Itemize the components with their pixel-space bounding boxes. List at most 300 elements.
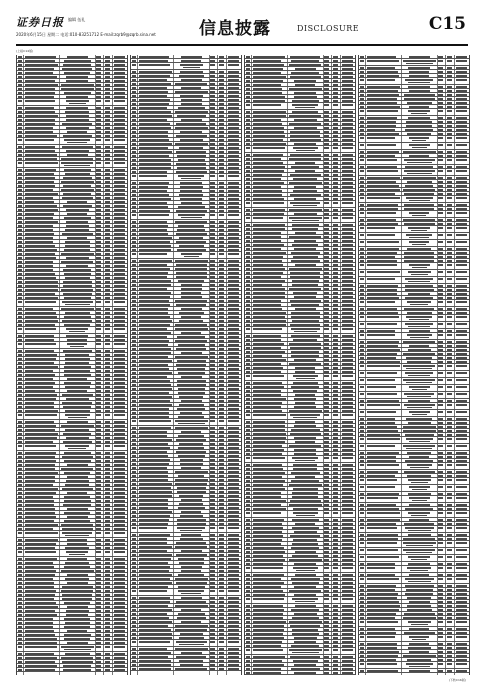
table-cell: [61, 468, 93, 470]
table-cell: [367, 605, 400, 607]
table-cell: [132, 194, 136, 196]
table-cell: [360, 312, 364, 314]
table-cell: [342, 375, 353, 377]
table-cell: [342, 178, 353, 180]
table-cell: [132, 499, 136, 501]
table-cell: [96, 253, 101, 255]
table-cell: [447, 75, 452, 77]
table-cell: [342, 209, 353, 211]
table-cell: [456, 117, 467, 119]
table-cell: [246, 328, 250, 330]
table-cell: [96, 618, 101, 620]
table-cell: [25, 201, 54, 203]
table-cell: [367, 471, 398, 473]
table-cell: [66, 225, 89, 227]
table-cell: [447, 357, 452, 359]
continued-to-label: (下转C16版): [448, 678, 466, 682]
table-cell: [246, 335, 250, 337]
table-cell: [246, 123, 250, 125]
table-cell: [438, 609, 443, 611]
table-cell: [438, 508, 443, 510]
table-cell: [438, 297, 443, 299]
table-cell: [447, 426, 452, 428]
table-cell: [176, 151, 206, 153]
table-cell: [324, 621, 329, 623]
table-cell: [25, 135, 57, 137]
table-cell: [18, 547, 22, 549]
table-cell: [438, 636, 443, 638]
table-cell: [132, 332, 136, 334]
table-cell: [246, 154, 250, 156]
table-cell: [367, 71, 398, 73]
table-cell: [132, 143, 136, 145]
table-cell: [210, 491, 215, 493]
table-cell: [181, 499, 202, 501]
table-cell: [438, 430, 443, 432]
table-cell: [253, 217, 283, 219]
table-cell: [228, 288, 239, 290]
table-cell: [179, 495, 203, 497]
table-cell: [228, 352, 239, 354]
table-cell: [456, 617, 467, 619]
table-cell: [96, 586, 101, 588]
table-cell: [18, 158, 22, 160]
table-cell: [96, 653, 101, 655]
table-cell: [438, 621, 443, 623]
table-cell: [409, 486, 430, 487]
table-cell: [408, 271, 431, 272]
table-cell: [210, 186, 215, 188]
table-cell: [360, 357, 364, 359]
table-cell: [210, 304, 215, 306]
table-cell: [289, 209, 322, 211]
table-cell: [367, 219, 396, 221]
table-cell: [447, 585, 452, 587]
table-cell: [253, 170, 284, 172]
table-cell: [105, 293, 110, 295]
table-cell: [18, 429, 22, 431]
table-cell: [333, 328, 338, 330]
table-cell: [360, 278, 364, 280]
table-cell: [289, 268, 322, 270]
table-cell: [105, 370, 110, 372]
table-cell: [63, 293, 92, 295]
table-cell: [64, 72, 90, 74]
table-cell: [367, 497, 398, 499]
table-cell: [114, 626, 125, 628]
table-cell: [18, 84, 22, 86]
table-cell: [294, 198, 316, 200]
table-cell: [210, 340, 215, 342]
table-cell: [219, 503, 224, 505]
table-cell: [289, 484, 322, 486]
table-cell: [324, 96, 329, 98]
table-cell: [210, 190, 215, 192]
table-cell: [456, 422, 467, 424]
table-cell: [447, 189, 452, 191]
table-cell: [342, 625, 353, 627]
table-cell: [105, 669, 110, 671]
table-cell: [447, 67, 452, 69]
table-cell: [105, 150, 110, 152]
table-cell: [342, 248, 353, 250]
table-cell: [96, 429, 101, 431]
table-cell: [447, 260, 452, 262]
table-cell: [25, 289, 58, 291]
table-cell: [342, 605, 353, 607]
table-cell: [25, 261, 53, 263]
table-cell: [324, 84, 329, 86]
table-cell: [179, 637, 204, 639]
table-cell: [139, 499, 168, 501]
table-cell: [342, 371, 353, 373]
table-cell: [67, 142, 87, 143]
table-cell: [360, 349, 364, 351]
table-cell: [96, 445, 101, 447]
table-cell: [253, 594, 285, 596]
table-cell: [181, 352, 202, 354]
table-cell: [25, 139, 54, 141]
table-cell: [114, 177, 125, 179]
table-cell: [253, 240, 281, 242]
table-cell: [18, 378, 22, 380]
table-cell: [360, 227, 364, 229]
table-cell: [139, 416, 169, 418]
table-cell: [333, 264, 338, 266]
table-cell: [324, 527, 329, 529]
table-cell: [409, 345, 429, 347]
table-cell: [246, 371, 250, 373]
table-cell: [132, 163, 136, 165]
table-cell: [360, 330, 364, 332]
table-cell: [210, 527, 215, 529]
table-cell: [438, 475, 443, 477]
table-cell: [210, 523, 215, 525]
table-cell: [180, 71, 203, 73]
table-cell: [175, 111, 208, 113]
table-cell: [179, 320, 203, 322]
table-cell: [324, 578, 329, 580]
table-cell: [456, 632, 467, 634]
table-cell: [132, 147, 136, 149]
table-cell: [67, 213, 87, 215]
table-cell: [210, 249, 215, 251]
table-cell: [411, 274, 428, 275]
table-cell: [114, 354, 125, 356]
table-cell: [290, 272, 320, 274]
table-cell: [246, 582, 250, 584]
table-cell: [291, 668, 320, 670]
table-cell: [246, 382, 250, 384]
table-cell: [409, 504, 430, 506]
table-cell: [96, 285, 101, 287]
table-cell: [139, 229, 167, 231]
table-cell: [342, 633, 353, 635]
table-cell: [105, 80, 110, 82]
table-cell: [342, 308, 353, 310]
table-cell: [333, 660, 338, 662]
table-cell: [176, 451, 206, 453]
table-cell: [409, 144, 430, 145]
table-cell: [456, 227, 467, 229]
table-cell: [246, 660, 250, 662]
table-cell: [25, 269, 53, 271]
table-row: [131, 589, 241, 596]
table-cell: [64, 626, 90, 628]
table-row: [359, 333, 469, 340]
table-cell: [105, 146, 110, 148]
table-cell: [228, 340, 239, 342]
table-cell: [139, 439, 172, 441]
table-cell: [342, 244, 353, 246]
table-cell: [324, 131, 329, 133]
table-row: [245, 413, 355, 420]
table-cell: [360, 613, 364, 615]
table-cell: [253, 433, 286, 435]
table-cell: [63, 177, 92, 179]
table-cell: [219, 412, 224, 414]
table-cell: [139, 95, 167, 97]
table-row: [17, 161, 127, 168]
table-cell: [25, 253, 55, 255]
table-cell: [105, 169, 110, 171]
table-cell: [407, 334, 432, 335]
table-cell: [132, 392, 136, 394]
table-cell: [210, 300, 215, 302]
table-cell: [253, 500, 286, 502]
table-cell: [228, 202, 239, 204]
table-cell: [294, 398, 316, 400]
table-cell: [105, 162, 110, 164]
table-cell: [342, 104, 353, 106]
table-cell: [210, 71, 215, 73]
table-cell: [246, 656, 250, 658]
table-cell: [456, 133, 467, 135]
table-cell: [25, 582, 54, 584]
table-cell: [447, 177, 452, 179]
table-cell: [293, 508, 318, 510]
table-cell: [447, 549, 452, 551]
table-cell: [96, 189, 101, 191]
table-cell: [360, 445, 364, 447]
table-cell: [253, 402, 282, 404]
table-cell: [246, 308, 250, 310]
table-cell: [96, 343, 101, 345]
table-cell: [105, 606, 110, 608]
table-cell: [324, 586, 329, 588]
table-cell: [246, 256, 250, 258]
table-cell: [18, 257, 22, 259]
table-cell: [114, 293, 125, 295]
table-cell: [114, 492, 125, 494]
table-column-2: [130, 55, 242, 675]
table-cell: [132, 542, 136, 544]
table-cell: [324, 531, 329, 533]
table-cell: [324, 519, 329, 521]
table-cell: [228, 451, 239, 453]
table-cell: [132, 491, 136, 493]
table-cell: [456, 98, 467, 100]
table-cell: [139, 245, 171, 247]
table-cell: [210, 648, 215, 650]
table-cell: [438, 563, 443, 565]
table-cell: [438, 98, 443, 100]
table-cell: [114, 512, 125, 514]
table-cell: [360, 404, 364, 406]
table-cell: [105, 205, 110, 207]
table-cell: [219, 578, 224, 580]
table-cell: [114, 602, 125, 604]
table-cell: [219, 400, 224, 402]
table-cell: [132, 182, 136, 184]
table-cell: [228, 664, 239, 666]
table-cell: [228, 56, 239, 58]
table-row: [359, 437, 469, 444]
table-cell: [132, 388, 136, 390]
table-cell: [253, 445, 282, 447]
table-cell: [360, 189, 364, 191]
table-cell: [105, 543, 110, 545]
table-cell: [324, 335, 329, 337]
table-cell: [253, 355, 282, 357]
table-cell: [210, 609, 215, 611]
table-cell: [342, 425, 353, 427]
table-cell: [246, 472, 250, 474]
table-cell: [246, 445, 250, 447]
table-cell: [139, 527, 167, 529]
table-cell: [291, 480, 319, 482]
table-cell: [360, 493, 364, 495]
table-cell: [219, 384, 224, 386]
table-cell: [360, 110, 364, 112]
table-cell: [246, 664, 250, 666]
table-row: [359, 485, 469, 492]
table-cell: [367, 422, 395, 424]
table-cell: [18, 421, 22, 423]
table-cell: [132, 75, 136, 77]
table-cell: [210, 380, 215, 382]
table-cell: [324, 308, 329, 310]
table-cell: [114, 452, 125, 454]
table-cell: [333, 574, 338, 576]
table-cell: [294, 449, 316, 451]
table-cell: [105, 464, 110, 466]
table-cell: [342, 449, 353, 451]
table-cell: [219, 439, 224, 441]
table-cell: [139, 597, 170, 599]
table-cell: [132, 249, 136, 251]
table-cell: [412, 140, 426, 141]
table-cell: [105, 115, 110, 117]
table-cell: [114, 634, 125, 636]
table-cell: [105, 488, 110, 490]
table-cell: [210, 119, 215, 121]
table-cell: [324, 464, 329, 466]
table-cell: [342, 382, 353, 384]
table-cell: [25, 308, 53, 310]
table-cell: [405, 166, 433, 168]
table-cell: [132, 155, 136, 157]
table-cell: [367, 293, 397, 295]
table-cell: [404, 393, 434, 394]
table-cell: [181, 316, 201, 318]
table-cell: [367, 651, 399, 653]
table-cell: [219, 95, 224, 97]
table-cell: [367, 285, 398, 287]
table-cell: [114, 225, 125, 227]
table-cell: [178, 558, 204, 560]
table-cell: [438, 647, 443, 649]
table-cell: [210, 292, 215, 294]
table-cell: [114, 335, 125, 337]
table-cell: [246, 178, 250, 180]
table-cell: [132, 360, 136, 362]
table-cell: [219, 276, 224, 278]
table-cell: [333, 288, 338, 290]
table-cell: [253, 539, 282, 541]
table-cell: [333, 394, 338, 396]
table-cell: [63, 135, 92, 137]
table-cell: [405, 578, 434, 579]
table-cell: [65, 245, 90, 247]
table-cell: [456, 166, 467, 168]
table-cell: [294, 213, 317, 215]
table-cell: [360, 563, 364, 565]
table-cell: [210, 637, 215, 639]
table-cell: [65, 578, 89, 580]
table-cell: [367, 621, 398, 623]
table-cell: [176, 241, 206, 243]
table-cell: [132, 408, 136, 410]
table-cell: [246, 190, 250, 192]
table-cell: [61, 289, 93, 291]
table-cell: [219, 143, 224, 145]
table-cell: [105, 508, 110, 510]
table-cell: [96, 237, 101, 239]
table-cell: [246, 147, 250, 149]
table-cell: [139, 288, 167, 290]
table-cell: [456, 497, 467, 499]
table-cell: [253, 88, 282, 90]
table-cell: [181, 99, 202, 101]
table-cell: [66, 335, 88, 337]
table-cell: [333, 296, 338, 298]
table-cell: [25, 398, 56, 400]
table-cell: [219, 83, 224, 85]
table-cell: [114, 508, 125, 510]
table-cell: [96, 406, 101, 408]
table-cell: [139, 451, 167, 453]
table-cell: [25, 181, 54, 183]
table-cell: [25, 123, 55, 125]
table-cell: [360, 527, 364, 529]
table-cell: [253, 224, 285, 226]
table-cell: [456, 404, 467, 406]
table-cell: [132, 455, 136, 457]
table-cell: [342, 355, 353, 357]
table-cell: [324, 656, 329, 658]
table-cell: [456, 301, 467, 303]
table-cell: [360, 636, 364, 638]
table-cell: [65, 445, 89, 446]
table-cell: [63, 185, 91, 187]
table-cell: [333, 449, 338, 451]
table-cell: [333, 139, 338, 141]
table-cell: [367, 129, 395, 131]
table-cell: [210, 554, 215, 556]
table-cell: [105, 225, 110, 227]
table-cell: [114, 370, 125, 372]
